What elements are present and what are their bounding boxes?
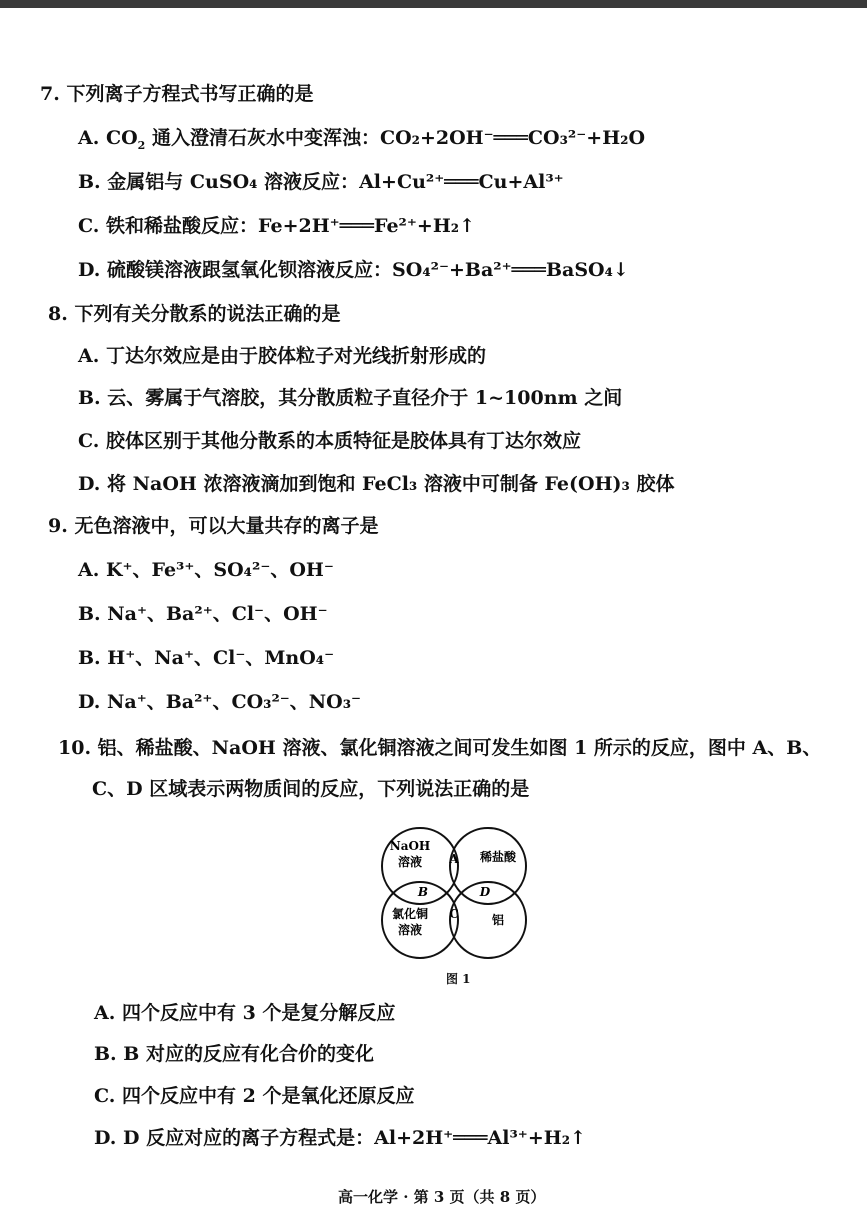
question-8-option-c: C. 胶体区别于其他分散系的本质特征是胶体具有丁达尔效应 [78,430,582,452]
venn-diagram [370,818,540,968]
equation-7d: SO₄²⁻+Ba²⁺═══BaSO₄↓ [392,259,629,281]
question-7-option-d: D. 硫酸镁溶液跟氢氧化钡溶液反应：SO₄²⁻+Ba²⁺═══BaSO₄↓ [78,259,629,281]
question-7-stem: 7. 下列离子方程式书写正确的是 [40,83,314,105]
equation-7c: Fe+2H⁺═══Fe²⁺+H₂↑ [258,215,476,237]
question-9-option-b: B. Na⁺、Ba²⁺、Cl⁻、OH⁻ [78,603,328,625]
top-border [0,0,867,8]
label-cucl2-line2: 溶液 [397,923,423,937]
question-10-option-b: B. B 对应的反应有化合价的变化 [94,1043,374,1065]
equation-7b: Al+Cu²⁺═══Cu+Al³⁺ [359,171,564,193]
label-hcl: 稀盐酸 [479,850,517,864]
question-7-option-b: B. 金属铝与 CuSO₄ 溶液反应：Al+Cu²⁺═══Cu+Al³⁺ [78,171,564,193]
question-8-stem: 8. 下列有关分散系的说法正确的是 [48,303,341,325]
question-10-option-d: D. D 反应对应的离子方程式是：Al+2H⁺═══Al³⁺+H₂↑ [94,1127,586,1149]
label-al: 铝 [491,913,505,927]
label-naoh-line2: 溶液 [397,855,423,869]
question-8-option-b: B. 云、雾属于气溶胶，其分散质粒子直径介于 1~100nm 之间 [78,387,623,409]
region-b-label: B [417,885,429,899]
region-d-label: D [479,885,491,899]
page-footer: 高一化学 · 第 3 页（共 8 页） [338,1188,546,1206]
label-naoh-line1: NaOH [389,839,431,853]
region-a-label: A [449,852,459,866]
label-cucl2-line1: 氯化铜 [391,907,429,921]
question-10-option-c: C. 四个反应中有 2 个是氧化还原反应 [94,1085,415,1107]
question-8-option-a: A. 丁达尔效应是由于胶体粒子对光线折射形成的 [78,345,486,367]
equation-7a: CO₂+2OH⁻═══CO₃²⁻+H₂O [379,127,646,149]
question-9-option-c: B. H⁺、Na⁺、Cl⁻、MnO₄⁻ [78,647,335,669]
question-9-option-d: D. Na⁺、Ba²⁺、CO₃²⁻、NO₃⁻ [78,691,362,713]
question-8-option-d: D. 将 NaOH 浓溶液滴加到饱和 FeCl₃ 溶液中可制备 Fe(OH)₃ 胶体 [78,473,675,495]
figure-caption: 图 1 [446,972,471,986]
question-10-option-a: A. 四个反应中有 3 个是复分解反应 [94,1002,396,1024]
question-9-option-a: A. K⁺、Fe³⁺、SO₄²⁻、OH⁻ [78,559,334,581]
question-9-stem: 9. 无色溶液中，可以大量共存的离子是 [48,515,379,537]
question-10-stem-line1: 10. 铝、稀盐酸、NaOH 溶液、氯化铜溶液之间可发生如图 1 所示的反应，图中 A、B、 [58,737,822,759]
region-c-label: C [449,907,459,921]
question-7-option-c: C. 铁和稀盐酸反应：Fe+2H⁺═══Fe²⁺+H₂↑ [78,215,476,237]
question-10-stem-line2: C、D 区域表示两物质间的反应，下列说法正确的是 [92,778,530,800]
question-7-option-a: A. $CO_2$ 通入澄清石灰水中变浑浊：CO₂+2OH⁻═══CO₃²⁻+H₂O [78,127,646,152]
